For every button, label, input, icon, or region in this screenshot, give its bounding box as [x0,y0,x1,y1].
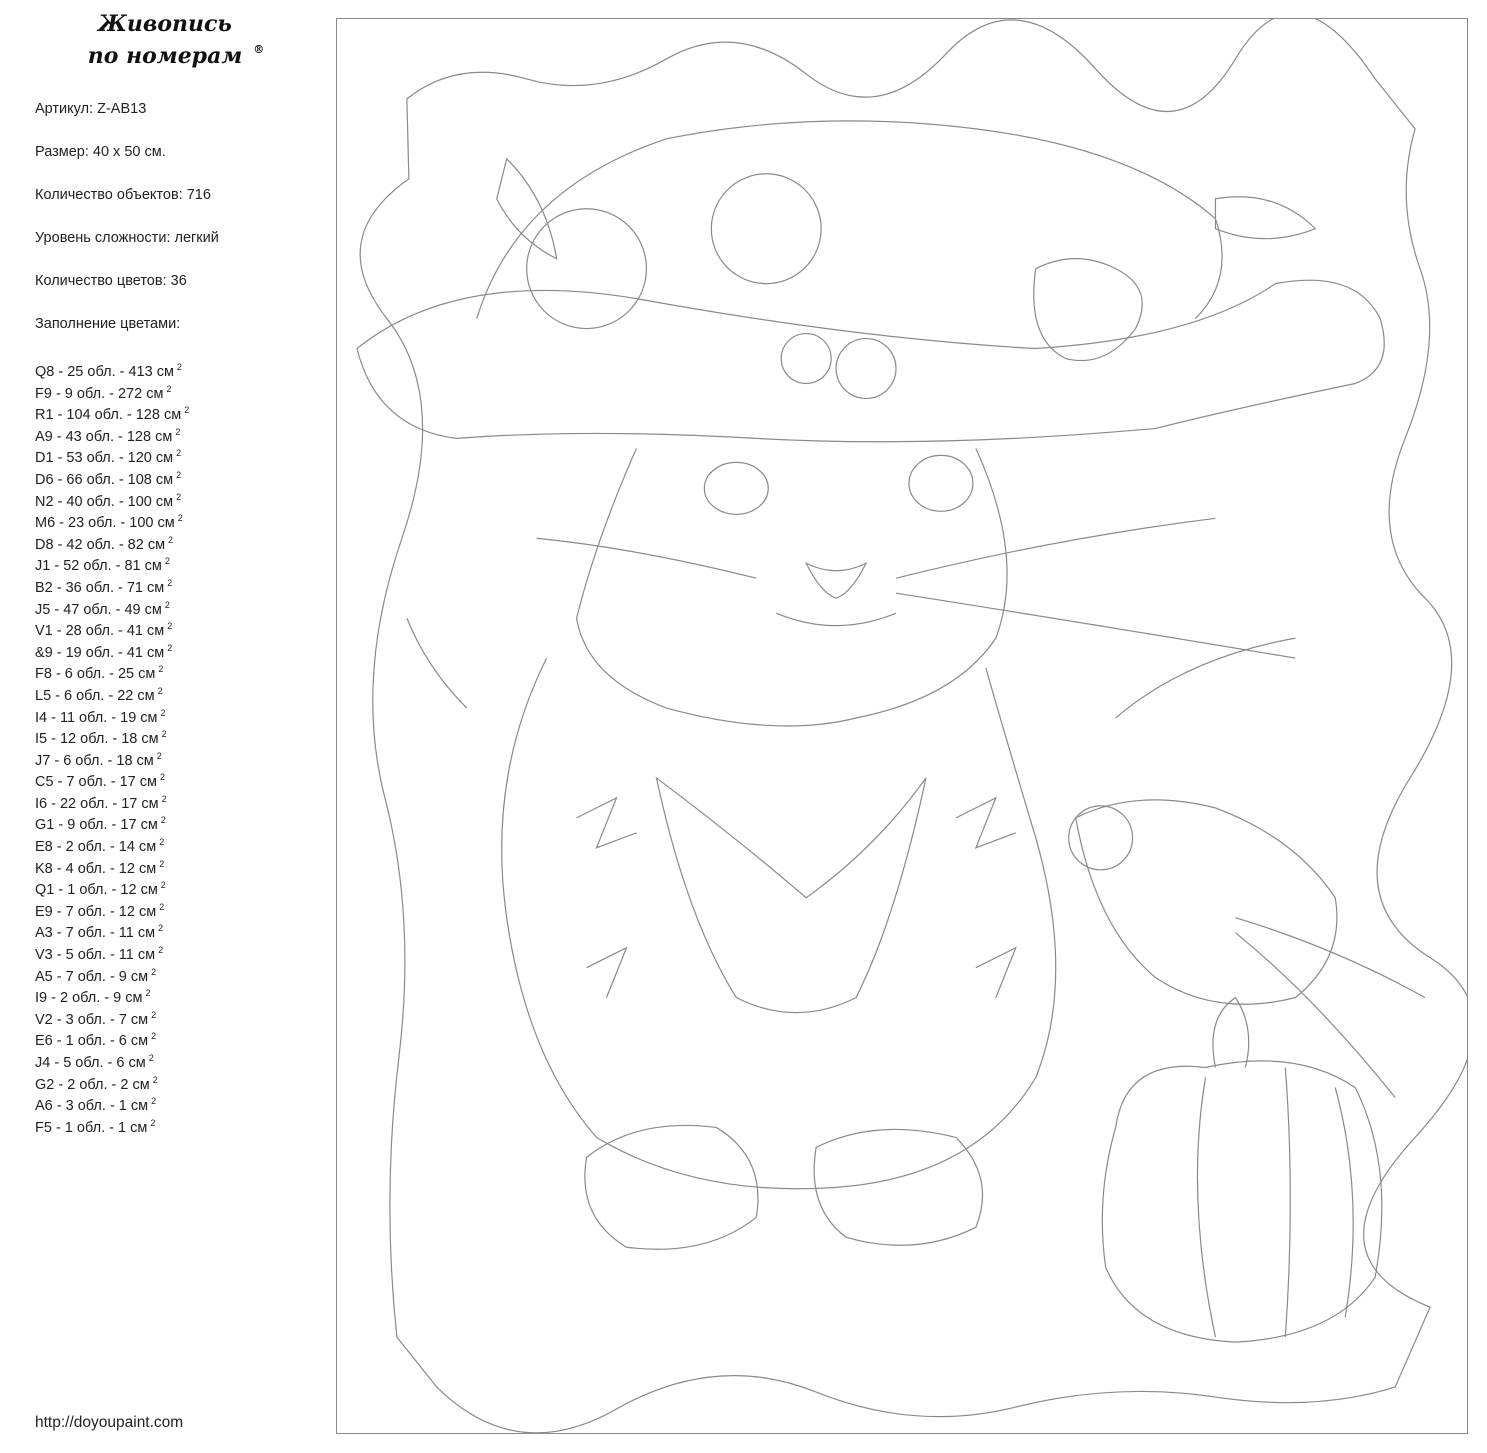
color-fill-text: E8 - 2 обл. - 14 см [35,839,157,856]
square-unit-exponent: 2 [164,599,170,610]
color-fill-item [35,918,189,940]
square-unit-exponent: 2 [159,901,165,912]
color-fill-text: K8 - 4 обл. - 12 см [35,860,157,877]
article-label: Артикул: Z-AB13 [35,101,147,117]
square-unit-exponent: 2 [159,837,165,848]
color-fill-item [35,1048,189,1070]
color-fill-text: A5 - 7 обл. - 9 см [35,968,149,985]
color-fill-text: G2 - 2 обл. - 2 см [35,1076,150,1093]
color-fill-text: D6 - 66 обл. - 108 см [35,471,174,488]
square-unit-exponent: 2 [158,945,164,956]
square-unit-exponent: 2 [177,513,183,524]
color-fill-item [35,357,189,379]
pumpkin-stem [1213,998,1249,1068]
color-fill-item [35,422,189,444]
cat-nose [806,563,866,598]
product-info [35,98,219,356]
website-link[interactable]: http://doyoupaint.com [35,1414,184,1431]
color-fill-text: M6 - 23 обл. - 100 см [35,515,175,532]
square-unit-exponent: 2 [184,405,190,416]
color-fill-text: F8 - 6 обл. - 25 см [35,666,156,683]
color-fill-text: A3 - 7 обл. - 11 см [35,925,156,942]
color-fill-item [35,940,189,962]
square-unit-exponent: 2 [158,923,164,934]
color-fill-text: Q8 - 25 обл. - 413 см [35,364,174,380]
color-fill-item [35,616,189,638]
square-unit-exponent: 2 [176,469,182,480]
color-fill-text: G1 - 9 обл. - 17 см [35,817,158,834]
square-unit-exponent: 2 [151,966,157,977]
color-fill-item [35,1070,189,1092]
color-fill-text: I4 - 11 обл. - 19 см [35,709,158,726]
color-fill-item [35,443,189,465]
color-fill-item [35,832,189,854]
color-fill-item [35,854,189,876]
square-unit-exponent: 2 [160,880,166,891]
color-fill-list [35,357,189,1134]
square-unit-exponent: 2 [166,383,172,394]
color-fill-item [35,1113,189,1135]
color-fill-text: A6 - 3 обл. - 1 см [35,1098,149,1115]
artwork-frame [336,18,1468,1434]
color-fill-text: V2 - 3 обл. - 7 см [35,1011,149,1028]
left-curve [407,618,467,708]
color-fill-item [35,1091,189,1113]
line-art-canvas [337,19,1467,1433]
color-fill-text: E6 - 1 обл. - 6 см [35,1033,149,1050]
color-fill-item [35,681,189,703]
grapes [1034,259,1142,361]
color-fill-item [35,487,189,509]
color-fill-item [35,746,189,768]
whiskers [537,518,1296,658]
objects-count-label: Количество объектов: 716 [35,187,211,203]
color-fill-text: D1 - 53 обл. - 120 см [35,450,174,467]
colors-count-label: Количество цветов: 36 [35,273,187,289]
color-fill-text: F9 - 9 обл. - 272 см [35,385,164,402]
color-fill-item [35,703,189,725]
color-fill-text: Q1 - 1 обл. - 12 см [35,882,158,899]
color-fill-text: V1 - 28 обл. - 41 см [35,623,165,640]
cat-mouth [776,613,896,625]
color-fill-item [35,595,189,617]
square-unit-exponent: 2 [160,707,166,718]
square-unit-exponent: 2 [151,1031,157,1042]
square-unit-exponent: 2 [151,1096,157,1107]
color-fill-item [35,983,189,1005]
hat-brim [357,280,1384,442]
color-fill-item [35,1026,189,1048]
brand-line-2 [87,40,265,72]
fur-strokes [577,798,1016,998]
registered-mark: ® [253,43,265,56]
cat-eye-left [704,462,768,514]
square-unit-exponent: 2 [167,642,173,653]
square-unit-exponent: 2 [159,772,165,783]
color-fill-item [35,400,189,422]
color-fill-text: I9 - 2 обл. - 9 см [35,990,143,1007]
color-fill-text: I5 - 12 обл. - 18 см [35,731,159,748]
square-unit-exponent: 2 [160,815,166,826]
mouse [1076,800,1337,1004]
paw-left [585,1125,758,1249]
color-fill-text: N2 - 40 обл. - 100 см [35,493,174,510]
mouse-ear [1069,806,1133,870]
square-unit-exponent: 2 [164,556,170,567]
square-unit-exponent: 2 [167,621,173,632]
brand-logo [40,8,290,72]
square-unit-exponent: 2 [159,858,165,869]
color-fill-item [35,724,189,746]
size-label: Размер: 40 х 50 см. [35,144,166,160]
mouse-whiskers [1235,918,1425,1098]
color-fill-text: E9 - 7 обл. - 12 см [35,903,157,920]
color-fill-item [35,810,189,832]
square-unit-exponent: 2 [152,1074,158,1085]
pumpkin [1102,1061,1382,1342]
square-unit-exponent: 2 [167,577,173,588]
color-fill-text: J4 - 5 обл. - 6 см [35,1055,146,1071]
square-unit-exponent: 2 [150,1117,156,1128]
color-fill-text: J1 - 52 обл. - 81 см [35,558,162,575]
color-fill-item [35,789,189,811]
color-fill-item [35,875,189,897]
brand-line-1: Живопись [98,11,232,37]
square-unit-exponent: 2 [148,1053,154,1063]
square-unit-exponent: 2 [176,491,182,502]
difficulty-label: Уровень сложности: легкий [35,230,219,246]
color-fill-text: J7 - 6 обл. - 18 см [35,752,154,769]
color-fill-item [35,465,189,487]
square-unit-exponent: 2 [176,362,182,372]
cat-chest [656,778,926,1013]
brand-line-2-text: по номерам [87,43,243,69]
color-fill-text: &9 - 19 обл. - 41 см [35,644,165,661]
fill-heading: Заполнение цветами: [35,316,181,332]
color-fill-item [35,1005,189,1027]
color-fill-text: A9 - 43 обл. - 128 см [35,428,173,445]
color-fill-text: L5 - 6 обл. - 22 см [35,687,155,704]
square-unit-exponent: 2 [161,729,167,740]
leaf-right [1215,197,1315,239]
square-unit-exponent: 2 [157,685,163,696]
color-fill-text: D8 - 42 обл. - 82 см [35,536,166,553]
square-unit-exponent: 2 [176,448,182,459]
flower-2 [711,174,821,284]
square-unit-exponent: 2 [156,750,162,761]
leaf-left [497,159,557,259]
color-fill-text: I6 - 22 обл. - 17 см [35,795,159,812]
legend-panel [0,0,320,1453]
color-fill-item [35,551,189,573]
torn-border [360,19,1467,1433]
square-unit-exponent: 2 [168,534,174,545]
color-fill-item [35,638,189,660]
cat-head [577,448,1007,726]
hat-crown [477,121,1222,319]
color-fill-text: J5 - 47 обл. - 49 см [35,601,162,618]
pumpkin-ribs [1197,1068,1353,1338]
square-unit-exponent: 2 [145,988,151,999]
square-unit-exponent: 2 [161,793,167,804]
color-fill-item [35,897,189,919]
berry-2 [836,339,896,399]
flower-1 [527,209,647,329]
cat-eye-right [909,455,973,511]
color-fill-item [35,573,189,595]
color-fill-item [35,659,189,681]
color-fill-text: C5 - 7 обл. - 17 см [35,774,157,791]
right-tail [1116,638,1296,718]
color-fill-item [35,530,189,552]
square-unit-exponent: 2 [151,1009,157,1020]
color-fill-text: F5 - 1 обл. - 1 см [35,1119,148,1136]
color-fill-item [35,508,189,530]
color-fill-text: R1 - 104 обл. - 128 см [35,407,182,424]
berry-1 [781,334,831,384]
color-fill-item [35,962,189,984]
color-fill-item [35,379,189,401]
square-unit-exponent: 2 [158,664,164,675]
color-fill-text: B2 - 36 обл. - 71 см [35,579,165,596]
color-fill-text: V3 - 5 обл. - 11 см [35,947,156,964]
square-unit-exponent: 2 [175,426,181,437]
color-fill-item [35,767,189,789]
cat-body [502,658,1056,1189]
